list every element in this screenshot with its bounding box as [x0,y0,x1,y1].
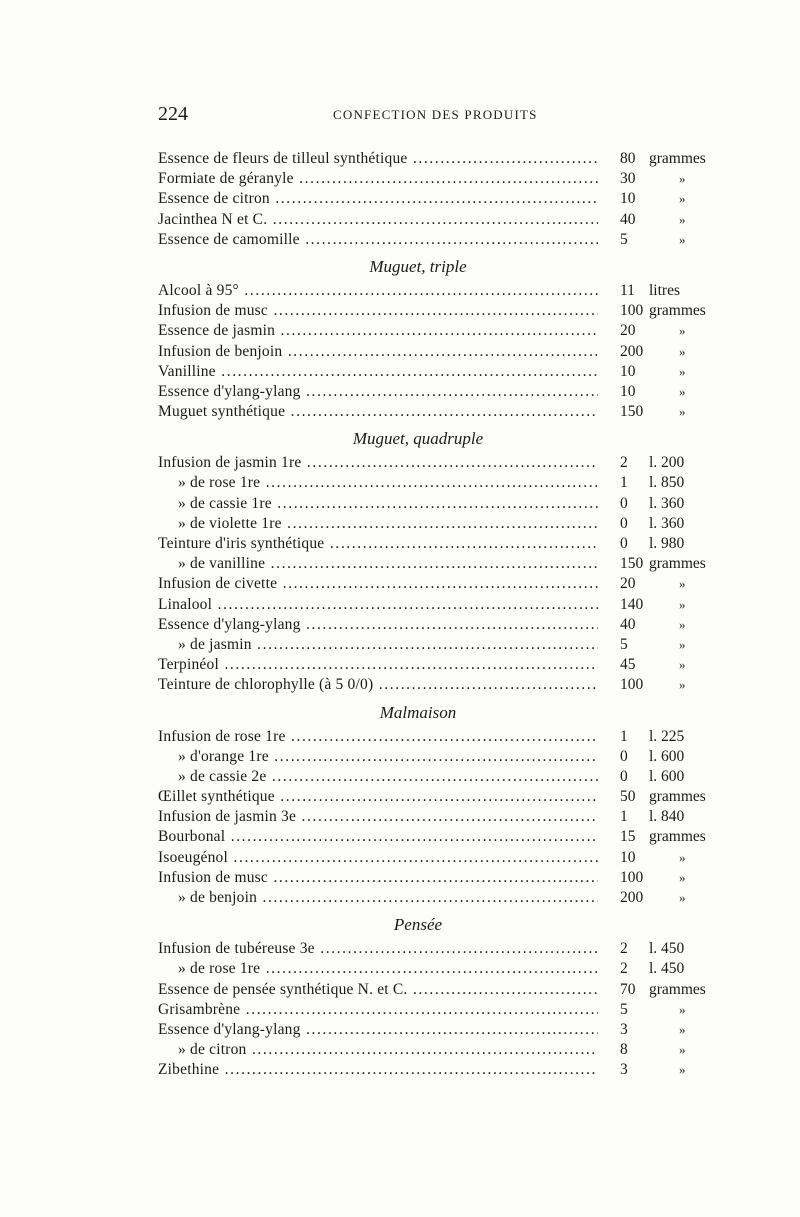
ingredient-quantity: 100 [620,868,644,886]
ingredient-row [158,189,718,209]
ingredient-row [158,210,718,230]
ingredient-quantity: 2 [620,940,628,958]
ingredient-name: » de rose 1re [178,474,261,492]
ingredient-row [158,635,718,655]
page-number: 224 [158,103,188,125]
ingredient-row [158,1020,718,1040]
ingredient-name: Isoeugénol [158,848,229,866]
ingredient-name: Essence d'ylang-ylang [158,615,301,633]
ingredient-unit: l. 600 [649,747,685,765]
ingredient-label [158,807,598,827]
ingredient-quantity: 10 [620,382,636,400]
ingredient-name: Infusion de musc [158,302,268,320]
ingredient-label [158,1000,598,1020]
ingredient-unit: » [679,231,686,247]
ingredient-quantity: 5 [620,1000,628,1018]
ingredient-label [158,787,598,807]
ingredient-label [158,848,598,868]
ingredient-unit: grammes [649,828,706,846]
ingredient-label [158,868,598,888]
ingredient-name: Muguet synthétique [158,403,286,421]
ingredient-quantity: 40 [620,615,636,633]
ingredient-row [158,868,718,888]
ingredient-name: » de cassie 2e [178,767,267,785]
ingredient-label [158,574,598,594]
ingredient-label [158,169,598,189]
ingredient-unit: » [679,596,686,612]
ingredient-row [158,230,718,250]
ingredient-row [158,382,718,402]
ingredient-row [158,281,718,301]
ingredient-unit: grammes [649,150,706,167]
ingredient-quantity: 2 [620,454,628,472]
ingredient-unit: l. 360 [649,514,685,532]
running-title: CONFECTION DES PRODUITS [333,107,538,122]
ingredient-unit: litres [649,281,680,299]
ingredient-name: Vanilline [158,362,216,380]
ingredient-name: Teinture d'iris synthétique [158,535,325,552]
ingredient-row [158,615,718,635]
ingredient-unit: l. 600 [649,767,685,785]
ingredient-quantity: 0 [620,767,628,785]
ingredient-unit: » [679,191,686,207]
ingredient-name: Jacinthea N et C. [158,210,268,228]
ingredient-quantity: 10 [620,848,636,866]
ingredient-row [158,514,718,534]
ingredient-unit: l. 840 [649,808,685,826]
ingredient-quantity: 20 [620,322,636,340]
ingredient-row [158,149,718,169]
ingredient-name: » de rose 1re [178,960,261,978]
ingredient-label [158,615,598,635]
ingredient-unit: » [679,1042,686,1058]
ingredient-name: Infusion de jasmin 3e [158,808,297,826]
ingredient-name: Teinture de chlorophylle (à 5 0/0) [158,676,374,694]
ingredient-label [158,939,598,959]
ingredient-label [158,494,598,514]
ingredient-label [158,230,598,250]
ingredient-name: Bourbonal [158,828,226,846]
ingredient-row [158,321,718,341]
ingredient-row [158,959,718,979]
ingredient-name: Infusion de rose 1re [158,727,286,745]
ingredient-row [158,747,718,767]
ingredient-name: Infusion de tubéreuse 3e [158,940,315,958]
ingredient-quantity: 5 [620,230,628,248]
ingredient-name: » de violette 1re [178,514,282,532]
ingredient-name: Infusion de benjoin [158,342,283,360]
ingredient-unit: l. 450 [649,960,685,978]
ingredient-quantity: 40 [620,210,636,228]
ingredient-unit: l. 850 [649,474,685,492]
ingredient-label [158,1040,598,1060]
ingredient-name: Formiate de géranyle [158,170,294,188]
ingredient-row [158,362,718,382]
ingredient-unit: grammes [649,555,706,573]
ingredient-row [158,595,718,615]
ingredient-label [158,827,598,847]
ingredient-row [158,655,718,675]
section-title: Muguet, quadruple [352,429,484,449]
ingredient-label [158,514,598,534]
ingredient-row [158,888,718,908]
ingredient-name: » d'orange 1re [178,747,269,765]
ingredient-quantity: 200 [620,342,644,360]
ingredient-label [158,675,598,695]
ingredient-row [158,1060,718,1080]
ingredient-quantity: 30 [620,170,636,188]
ingredient-quantity: 3 [620,1061,628,1079]
ingredient-label [158,210,598,230]
ingredient-quantity: 0 [620,747,628,765]
ingredient-row [158,554,718,574]
ingredient-quantity: 5 [620,635,628,653]
ingredient-label [158,727,598,747]
ingredient-unit: » [679,343,686,359]
ingredient-unit: l. 225 [649,727,685,745]
ingredient-unit: » [679,677,686,693]
ingredient-row [158,169,718,189]
ingredient-name: Essence de citron [158,190,270,208]
ingredient-unit: » [679,211,686,227]
ingredient-name: Infusion de musc [158,868,268,886]
ingredient-unit: l. 980 [649,535,685,552]
ingredient-quantity: 100 [620,302,644,320]
ingredient-quantity: 0 [620,494,628,512]
ingredient-name: Essence d'ylang-ylang [158,382,301,400]
ingredient-quantity: 1 [620,474,628,492]
ingredient-unit: grammes [649,980,706,998]
ingredient-label [158,321,598,341]
ingredient-row [158,453,718,473]
ingredient-unit: l. 360 [649,494,685,512]
ingredient-name: Essence de jasmin [158,322,276,340]
ingredient-quantity: 200 [620,889,644,906]
ingredient-row [158,301,718,321]
ingredient-quantity: 70 [620,980,636,998]
ingredient-row [158,980,718,1000]
ingredient-quantity: 45 [620,656,636,674]
ingredient-quantity: 150 [620,403,644,421]
ingredient-label [158,767,598,787]
ingredient-unit: » [679,171,686,187]
ingredient-quantity: 11 [620,281,635,299]
ingredient-quantity: 140 [620,595,644,613]
ingredient-name: Terpinéol [158,656,219,674]
ingredient-name: » de cassie 1re [178,494,272,512]
ingredient-unit: grammes [649,302,706,320]
ingredient-label [158,382,598,402]
section-title: Malmaison [379,702,457,722]
ingredient-name: Essence de pensée synthétique N. et C. [158,980,408,998]
ingredient-label [158,1020,598,1040]
ingredient-row [158,534,718,554]
ingredient-name: Infusion de civette [158,575,278,593]
ingredient-unit: » [679,849,686,865]
ingredient-label [158,888,598,908]
ingredient-row [158,473,718,493]
ingredient-label [158,655,598,675]
ingredient-row [158,727,718,747]
ingredient-row [158,342,718,362]
ingredient-quantity: 2 [620,960,628,978]
ingredient-unit: » [679,869,686,885]
ingredient-name: Alcool à 95° [158,281,239,299]
ingredient-row [158,807,718,827]
ingredient-quantity: 0 [620,514,628,532]
ingredient-name: Essence d'ylang-ylang [158,1020,301,1038]
ingredient-unit: l. 450 [649,940,685,958]
ingredient-row [158,402,718,422]
ingredient-name: Essence de fleurs de tilleul synthétique [158,150,408,167]
ingredient-unit: » [679,404,686,420]
ingredient-row [158,767,718,787]
ingredient-quantity: 80 [620,150,636,167]
ingredient-quantity: 1 [620,808,628,826]
recipe-list [158,149,718,1081]
ingredient-name: » de vanilline [178,555,266,573]
ingredient-label [158,534,598,554]
ingredient-quantity: 8 [620,1041,628,1059]
ingredient-row [158,939,718,959]
ingredient-label [158,342,598,362]
ingredient-quantity: 150 [620,555,644,573]
ingredient-unit: » [679,657,686,673]
ingredient-unit: » [679,363,686,379]
ingredient-label [158,980,598,1000]
ingredient-row [158,675,718,695]
ingredient-name: » de jasmin [178,635,252,653]
ingredient-row [158,1040,718,1060]
ingredient-unit: l. 200 [649,454,685,472]
ingredient-name: Essence de camomille [158,230,300,248]
ingredient-label [158,149,598,169]
ingredient-name: » de benjoin [178,889,258,906]
ingredient-row [158,787,718,807]
ingredient-name: Œillet synthétique [158,788,275,806]
ingredient-label [158,595,598,615]
ingredient-label [158,362,598,382]
ingredient-unit: » [679,576,686,592]
ingredient-row [158,494,718,514]
ingredient-unit: » [679,323,686,339]
ingredient-name: Grisambrène [158,1000,241,1018]
ingredient-row [158,848,718,868]
ingredient-label [158,635,598,655]
ingredient-quantity: 50 [620,788,636,806]
ingredient-unit: » [679,890,686,905]
ingredient-quantity: 100 [620,676,644,694]
section-title: Pensée [393,915,443,935]
ingredient-label [158,959,598,979]
section-title: Muguet, triple [369,256,467,276]
ingredient-quantity: 10 [620,190,636,208]
ingredient-label [158,1060,598,1080]
ingredient-row [158,574,718,594]
ingredient-quantity: 20 [620,575,636,593]
ingredient-name: » de citron [178,1041,247,1059]
ingredient-unit: grammes [649,788,706,806]
ingredient-row [158,827,718,847]
ingredient-unit: » [679,1021,686,1037]
ingredient-label [158,189,598,209]
ingredient-label [158,747,598,767]
ingredient-row [158,1000,718,1020]
ingredient-unit: » [679,636,686,652]
ingredient-quantity: 1 [620,727,628,745]
ingredient-label [158,301,598,321]
ingredient-name: Infusion de jasmin 1re [158,454,302,472]
ingredient-name: Linalool [158,595,213,613]
ingredient-quantity: 0 [620,535,628,552]
ingredient-label [158,473,598,493]
ingredient-unit: » [679,383,686,399]
ingredient-quantity: 15 [620,828,636,846]
ingredient-name: Zibethine [158,1061,220,1079]
ingredient-label [158,554,598,574]
ingredient-quantity: 3 [620,1020,628,1038]
page-header [158,103,718,127]
ingredient-label [158,402,598,422]
ingredient-unit: » [679,1062,686,1078]
ingredient-label [158,281,598,301]
ingredient-quantity: 10 [620,362,636,380]
ingredient-unit: » [679,616,686,632]
ingredient-unit: » [679,1001,686,1017]
ingredient-label [158,453,598,473]
